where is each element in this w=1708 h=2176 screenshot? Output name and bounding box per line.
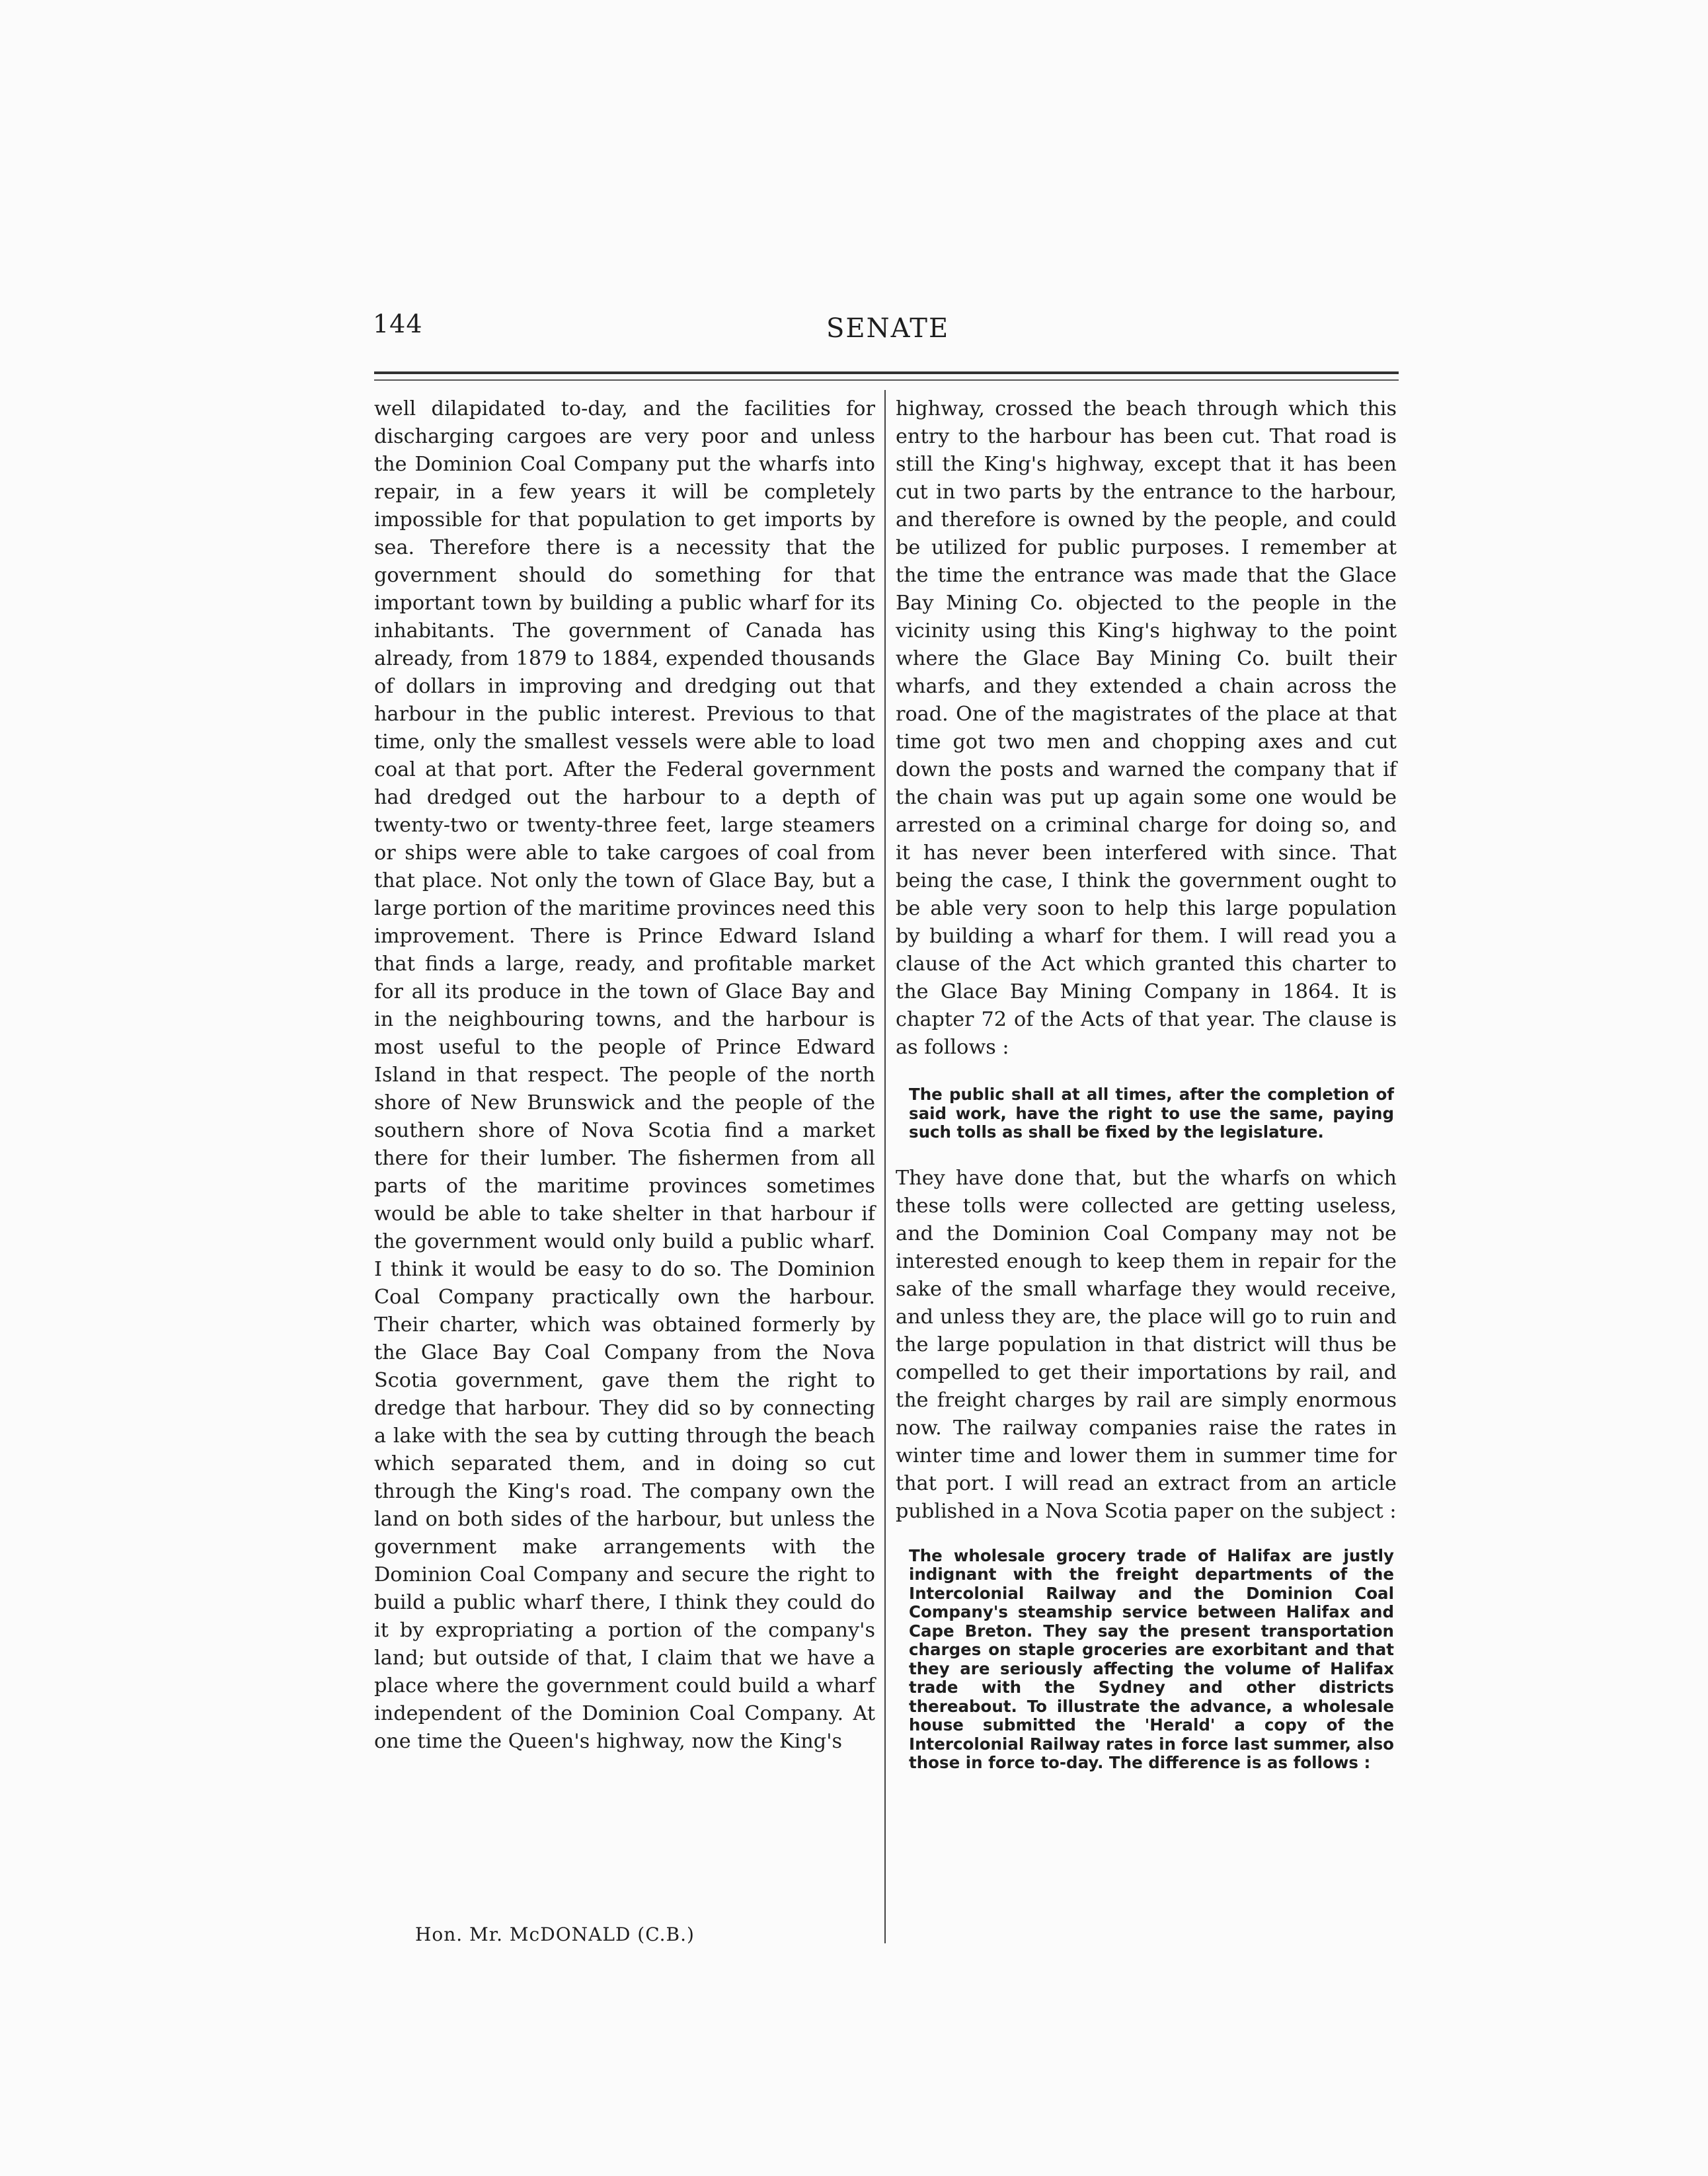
- right-column: [896, 395, 1397, 1773]
- running-head: SENATE: [826, 313, 950, 344]
- left-column: [374, 395, 875, 1756]
- header-rule-thick: [374, 371, 1399, 374]
- right-paragraph-1: highway, crossed the beach through which this entry to the harbour has been cut. That road is still the King's highway, except that it has been cut in two parts by the entrance to the harbour, and therefore is owned by the people, and could be utilized for public purposes. I remember at the time the entrance was made that the Glace Bay Mining Co. objected to the people in the vicinity using this King's highway to the point where the Glace Bay Mining Co. built their wharfs, and they extended a chain across the road. One of the magistrates of the place at that time got two men and chopping axes and cut down the posts and warned the company that if the chain was put up again some one would be arrested on a criminal charge for doing so, and it has never been interfered with since. That being the case, I think the government ought to be able very soon to help this large population by building a wharf for them. I will read you a clause of the Act which granted this charter to the Glace Bay Mining Company in 1864. It is chapter 72 of the Acts of that year. The clause is as follows :: [896, 397, 1397, 1059]
- header-rule-thin: [374, 379, 1399, 381]
- speaker-footer: Hon. Mr. McDONALD (C.B.): [415, 1923, 695, 1945]
- column-divider: [884, 390, 886, 1943]
- quoted-clause: The public shall at all times, after the completion of said work, have the right to use the same, paying such tolls as shall be fixed by the legislature.: [909, 1085, 1394, 1142]
- quoted-newspaper-extract: The wholesale grocery trade of Halifax are justly indignant with the freight departments of the Intercolonial Railway and the Dominion Coal Company's steamship service between Halifax and Cape Breton. They say the present transportation charges on staple groceries are exorbitant and that they are seriously affecting the volume of Halifax trade with the Sydney and other districts thereabout. To illustrate the advance, a wholesale house submitted the 'Herald' a copy of the Intercolonial Railway rates in force last summer, also those in force to-day. The difference is as follows :: [909, 1545, 1394, 1772]
- left-column-text: well dilapidated to-day, and the facilities for discharging cargoes are very poor and unless the Dominion Coal Company put the wharfs into repair, in a few years it will be completely impossible for that population to get imports by sea. Therefore there is a necessity that the government should do something for that important town by building a public wharf for its inhabitants. The government of Canada has already, from 1879 to 1884, expended thousands of dollars in improving and dredging out that harbour in the public interest. Previous to that time, only the smallest vessels were able to load coal at that port. After the Federal government had dredged out the harbour to a depth of twenty-two or twenty-three feet, large steamers or ships were able to take cargoes of coal from that place. Not only the town of Glace Bay, but a large portion of the maritime provinces need this improvement. There is Prince Edward Island that finds a large, ready, and profitable market for all its produce in the town of Glace Bay and in the neighbouring towns, and the harbour is most useful to the people of Prince Edward Island in that respect. The people of the north shore of New Brunswick and the people of the southern shore of Nova Scotia find a market there for their lumber. The fishermen from all parts of the maritime provinces sometimes would be able to take shelter in that harbour if the government would only build a public wharf. I think it would be easy to do so. The Dominion Coal Company practically own the harbour. Their charter, which was obtained formerly by the Glace Bay Coal Company from the Nova Scotia government, gave them the right to dredge that harbour. They did so by connecting a lake with the sea by cutting through the beach which separated them, and in doing so cut through the King's road. The company own the land on both sides of the harbour, but unless the government make arrangements with the Dominion Coal Company and secure the right to build a public wharf there, I think they could do it by expropriating a portion of the company's land; but outside of that, I claim that we have a place where the government could build a wharf independent of the Dominion Coal Company. At one time the Queen's highway, now the King's: [374, 397, 875, 1753]
- page-number: 144: [373, 309, 423, 338]
- right-paragraph-2: They have done that, but the wharfs on which these tolls were collected are getting useless, and the Dominion Coal Company may not be interested enough to keep them in repair for the sake of the small wharfage they would receive, and unless they are, the place will go to ruin and the large population in that district will thus be compelled to get their importations by rail, and the freight charges by rail are simply enormous now. The railway companies raise the rates in winter time and lower them in summer time for that port. I will read an extract from an article published in a Nova Scotia paper on the subject :: [896, 1166, 1397, 1523]
